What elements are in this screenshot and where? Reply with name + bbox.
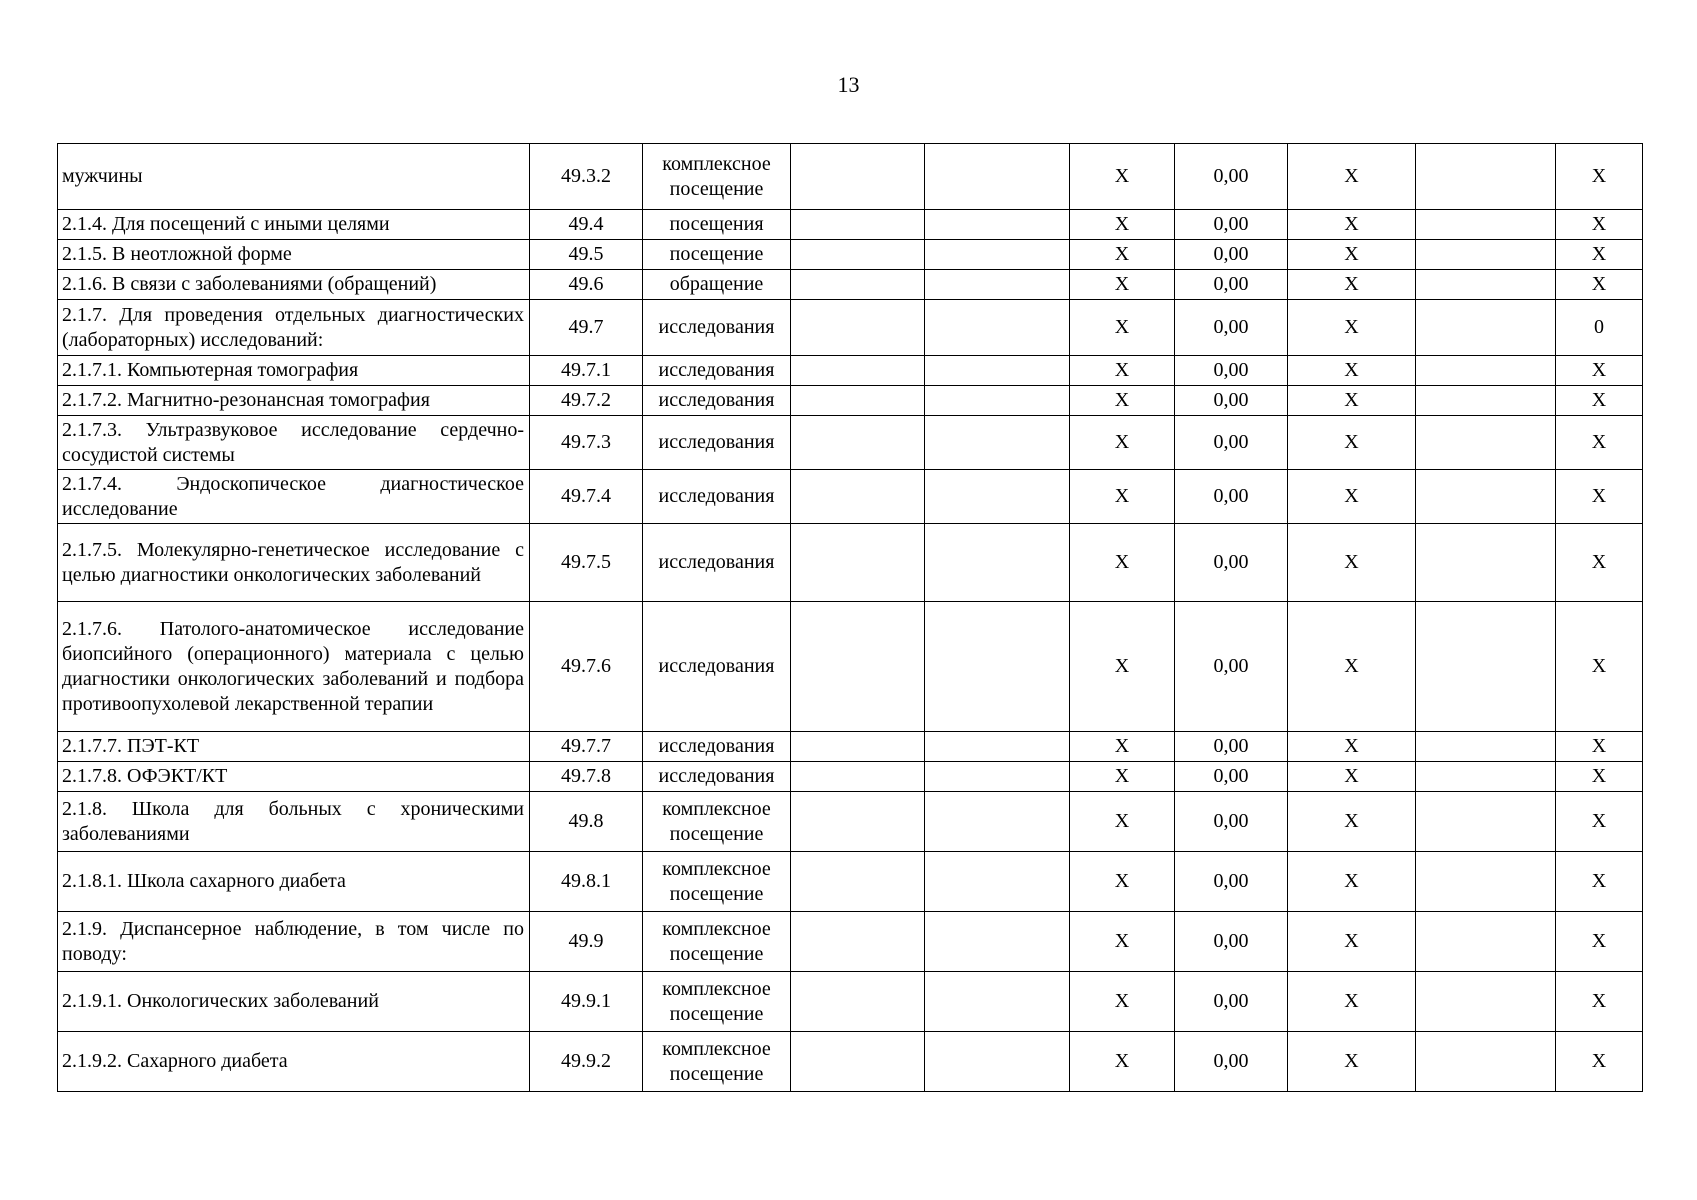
table-row	[58, 470, 1643, 524]
row-cell-6: X	[1070, 524, 1175, 602]
row-name-cell: 2.1.9.2. Сахарного диабета	[58, 1032, 530, 1092]
row-cell-9	[1416, 732, 1556, 762]
row-cell-10: X	[1556, 386, 1643, 416]
row-cell-10: X	[1556, 240, 1643, 270]
row-code-cell: 49.9.2	[530, 1032, 643, 1092]
row-code-cell: 49.7.3	[530, 416, 643, 470]
row-name-cell: 2.1.8.1. Школа сахарного диабета	[58, 852, 530, 912]
row-cell-9	[1416, 270, 1556, 300]
row-cell-4	[791, 416, 925, 470]
row-unit-cell: исследования	[643, 470, 791, 524]
row-code-cell: 49.7.4	[530, 470, 643, 524]
table-row	[58, 912, 1643, 972]
table-row	[58, 1032, 1643, 1092]
row-cell-8: X	[1288, 470, 1416, 524]
row-cell-6: X	[1070, 386, 1175, 416]
row-unit-cell: исследования	[643, 416, 791, 470]
row-unit-cell: комплексное посещение	[643, 912, 791, 972]
table-row	[58, 792, 1643, 852]
table-row	[58, 386, 1643, 416]
row-cell-8: X	[1288, 852, 1416, 912]
table-row	[58, 300, 1643, 356]
row-cell-9	[1416, 144, 1556, 210]
table-row	[58, 270, 1643, 300]
row-name-cell: 2.1.7.4. Эндоскопическое диагностическое исследование	[58, 470, 530, 524]
row-cell-9	[1416, 240, 1556, 270]
row-cell-10: X	[1556, 1032, 1643, 1092]
row-cell-10: X	[1556, 524, 1643, 602]
row-cell-8: X	[1288, 732, 1416, 762]
row-cell-4	[791, 912, 925, 972]
row-value-cell: 0,00	[1175, 1032, 1288, 1092]
row-cell-5	[925, 300, 1070, 356]
row-unit-cell: исследования	[643, 732, 791, 762]
row-cell-6: X	[1070, 972, 1175, 1032]
row-unit-cell: исследования	[643, 762, 791, 792]
row-name-cell: 2.1.4. Для посещений с иными целями	[58, 210, 530, 240]
row-cell-5	[925, 972, 1070, 1032]
row-value-cell: 0,00	[1175, 912, 1288, 972]
row-cell-8: X	[1288, 792, 1416, 852]
row-name-cell: 2.1.8. Школа для больных с хроническими заболеваниями	[58, 792, 530, 852]
row-value-cell: 0,00	[1175, 210, 1288, 240]
row-cell-8: X	[1288, 240, 1416, 270]
row-cell-10: X	[1556, 144, 1643, 210]
row-cell-6: X	[1070, 144, 1175, 210]
row-unit-cell: исследования	[643, 386, 791, 416]
row-name-cell: 2.1.7. Для проведения отдельных диагностических (лабораторных) исследований:	[58, 300, 530, 356]
row-code-cell: 49.7.1	[530, 356, 643, 386]
row-cell-4	[791, 762, 925, 792]
row-cell-6: X	[1070, 912, 1175, 972]
table-row	[58, 732, 1643, 762]
row-unit-cell: исследования	[643, 602, 791, 732]
row-cell-4	[791, 470, 925, 524]
row-value-cell: 0,00	[1175, 762, 1288, 792]
row-cell-6: X	[1070, 240, 1175, 270]
row-code-cell: 49.7	[530, 300, 643, 356]
row-value-cell: 0,00	[1175, 792, 1288, 852]
row-value-cell: 0,00	[1175, 144, 1288, 210]
row-value-cell: 0,00	[1175, 356, 1288, 386]
row-value-cell: 0,00	[1175, 852, 1288, 912]
row-cell-4	[791, 270, 925, 300]
row-cell-6: X	[1070, 732, 1175, 762]
row-cell-5	[925, 1032, 1070, 1092]
table-row	[58, 602, 1643, 732]
row-value-cell: 0,00	[1175, 416, 1288, 470]
row-unit-cell: посещение	[643, 240, 791, 270]
row-cell-9	[1416, 524, 1556, 602]
row-cell-5	[925, 912, 1070, 972]
row-unit-cell: исследования	[643, 300, 791, 356]
row-cell-8: X	[1288, 416, 1416, 470]
row-cell-6: X	[1070, 416, 1175, 470]
row-cell-6: X	[1070, 1032, 1175, 1092]
row-cell-9	[1416, 300, 1556, 356]
row-cell-4	[791, 852, 925, 912]
row-name-cell: 2.1.7.1. Компьютерная томография	[58, 356, 530, 386]
table-body	[58, 144, 1643, 1092]
row-cell-6: X	[1070, 762, 1175, 792]
data-table	[57, 143, 1643, 1092]
row-cell-9	[1416, 762, 1556, 792]
row-cell-6: X	[1070, 792, 1175, 852]
row-cell-10: X	[1556, 602, 1643, 732]
row-cell-4	[791, 240, 925, 270]
row-value-cell: 0,00	[1175, 470, 1288, 524]
row-cell-6: X	[1070, 602, 1175, 732]
row-cell-10: X	[1556, 356, 1643, 386]
row-cell-5	[925, 762, 1070, 792]
row-code-cell: 49.3.2	[530, 144, 643, 210]
row-cell-10: X	[1556, 852, 1643, 912]
row-cell-10: X	[1556, 416, 1643, 470]
row-cell-5	[925, 416, 1070, 470]
row-unit-cell: посещения	[643, 210, 791, 240]
row-name-cell: мужчины	[58, 144, 530, 210]
row-cell-8: X	[1288, 602, 1416, 732]
row-code-cell: 49.7.7	[530, 732, 643, 762]
row-value-cell: 0,00	[1175, 972, 1288, 1032]
row-cell-6: X	[1070, 300, 1175, 356]
row-cell-4	[791, 386, 925, 416]
row-cell-5	[925, 852, 1070, 912]
row-cell-8: X	[1288, 386, 1416, 416]
row-cell-5	[925, 602, 1070, 732]
row-cell-5	[925, 792, 1070, 852]
row-cell-10: 0	[1556, 300, 1643, 356]
row-cell-4	[791, 356, 925, 386]
row-cell-6: X	[1070, 356, 1175, 386]
row-cell-5	[925, 732, 1070, 762]
row-cell-5	[925, 524, 1070, 602]
row-value-cell: 0,00	[1175, 240, 1288, 270]
row-unit-cell: комплексное посещение	[643, 1032, 791, 1092]
row-cell-9	[1416, 1032, 1556, 1092]
row-code-cell: 49.7.5	[530, 524, 643, 602]
row-code-cell: 49.5	[530, 240, 643, 270]
row-unit-cell: комплексное посещение	[643, 144, 791, 210]
row-name-cell: 2.1.7.8. ОФЭКТ/КТ	[58, 762, 530, 792]
row-cell-8: X	[1288, 762, 1416, 792]
row-cell-8: X	[1288, 972, 1416, 1032]
row-cell-4	[791, 300, 925, 356]
row-cell-9	[1416, 416, 1556, 470]
row-code-cell: 49.4	[530, 210, 643, 240]
row-code-cell: 49.6	[530, 270, 643, 300]
row-cell-8: X	[1288, 210, 1416, 240]
row-cell-5	[925, 210, 1070, 240]
row-unit-cell: исследования	[643, 356, 791, 386]
row-cell-8: X	[1288, 912, 1416, 972]
row-value-cell: 0,00	[1175, 386, 1288, 416]
page-number: 13	[837, 72, 860, 97]
row-cell-5	[925, 270, 1070, 300]
row-cell-8: X	[1288, 300, 1416, 356]
row-cell-10: X	[1556, 210, 1643, 240]
row-code-cell: 49.7.8	[530, 762, 643, 792]
row-unit-cell: комплексное посещение	[643, 972, 791, 1032]
row-cell-8: X	[1288, 524, 1416, 602]
row-value-cell: 0,00	[1175, 300, 1288, 356]
table-row	[58, 762, 1643, 792]
row-value-cell: 0,00	[1175, 732, 1288, 762]
row-cell-9	[1416, 386, 1556, 416]
row-cell-10: X	[1556, 792, 1643, 852]
row-cell-5	[925, 470, 1070, 524]
row-cell-8: X	[1288, 1032, 1416, 1092]
row-cell-9	[1416, 602, 1556, 732]
row-cell-10: X	[1556, 270, 1643, 300]
row-cell-4	[791, 732, 925, 762]
row-value-cell: 0,00	[1175, 270, 1288, 300]
row-cell-8: X	[1288, 356, 1416, 386]
row-cell-4	[791, 792, 925, 852]
row-name-cell: 2.1.9. Диспансерное наблюдение, в том числе по поводу:	[58, 912, 530, 972]
row-cell-4	[791, 972, 925, 1032]
row-code-cell: 49.7.6	[530, 602, 643, 732]
row-cell-4	[791, 144, 925, 210]
row-name-cell: 2.1.6. В связи с заболеваниями (обращений)	[58, 270, 530, 300]
table-row	[58, 210, 1643, 240]
table-row	[58, 144, 1643, 210]
row-unit-cell: комплексное посещение	[643, 852, 791, 912]
row-cell-10: X	[1556, 732, 1643, 762]
row-cell-10: X	[1556, 762, 1643, 792]
row-cell-8: X	[1288, 270, 1416, 300]
row-name-cell: 2.1.7.7. ПЭТ-КТ	[58, 732, 530, 762]
row-cell-5	[925, 386, 1070, 416]
row-code-cell: 49.8.1	[530, 852, 643, 912]
row-name-cell: 2.1.7.5. Молекулярно-генетическое исследование с целью диагностики онкологических заболеваний	[58, 524, 530, 602]
row-cell-6: X	[1070, 210, 1175, 240]
row-name-cell: 2.1.7.6. Патолого-анатомическое исследование биопсийного (операционного) материала с целью диагностики онкологических заболеваний и подбора противоопухолевой лекарственной терапии	[58, 602, 530, 732]
row-cell-8: X	[1288, 144, 1416, 210]
row-unit-cell: исследования	[643, 524, 791, 602]
table-row	[58, 524, 1643, 602]
row-code-cell: 49.8	[530, 792, 643, 852]
row-name-cell: 2.1.7.3. Ультразвуковое исследование сердечно-сосудистой системы	[58, 416, 530, 470]
row-cell-10: X	[1556, 912, 1643, 972]
row-cell-9	[1416, 470, 1556, 524]
row-cell-9	[1416, 356, 1556, 386]
row-code-cell: 49.9	[530, 912, 643, 972]
row-cell-6: X	[1070, 270, 1175, 300]
row-unit-cell: комплексное посещение	[643, 792, 791, 852]
row-unit-cell: обращение	[643, 270, 791, 300]
row-cell-10: X	[1556, 972, 1643, 1032]
row-cell-4	[791, 1032, 925, 1092]
row-name-cell: 2.1.9.1. Онкологических заболеваний	[58, 972, 530, 1032]
row-code-cell: 49.9.1	[530, 972, 643, 1032]
row-cell-9	[1416, 912, 1556, 972]
table-row	[58, 972, 1643, 1032]
row-cell-6: X	[1070, 852, 1175, 912]
row-cell-6: X	[1070, 470, 1175, 524]
table-row	[58, 852, 1643, 912]
row-cell-4	[791, 210, 925, 240]
table-row	[58, 356, 1643, 386]
row-cell-9	[1416, 210, 1556, 240]
row-value-cell: 0,00	[1175, 602, 1288, 732]
row-cell-9	[1416, 852, 1556, 912]
row-cell-5	[925, 144, 1070, 210]
table-row	[58, 416, 1643, 470]
row-cell-5	[925, 356, 1070, 386]
row-name-cell: 2.1.7.2. Магнитно-резонансная томография	[58, 386, 530, 416]
row-cell-4	[791, 524, 925, 602]
row-value-cell: 0,00	[1175, 524, 1288, 602]
row-cell-10: X	[1556, 470, 1643, 524]
row-cell-5	[925, 240, 1070, 270]
row-cell-9	[1416, 792, 1556, 852]
row-cell-9	[1416, 972, 1556, 1032]
row-code-cell: 49.7.2	[530, 386, 643, 416]
table-row	[58, 240, 1643, 270]
row-cell-4	[791, 602, 925, 732]
row-name-cell: 2.1.5. В неотложной форме	[58, 240, 530, 270]
